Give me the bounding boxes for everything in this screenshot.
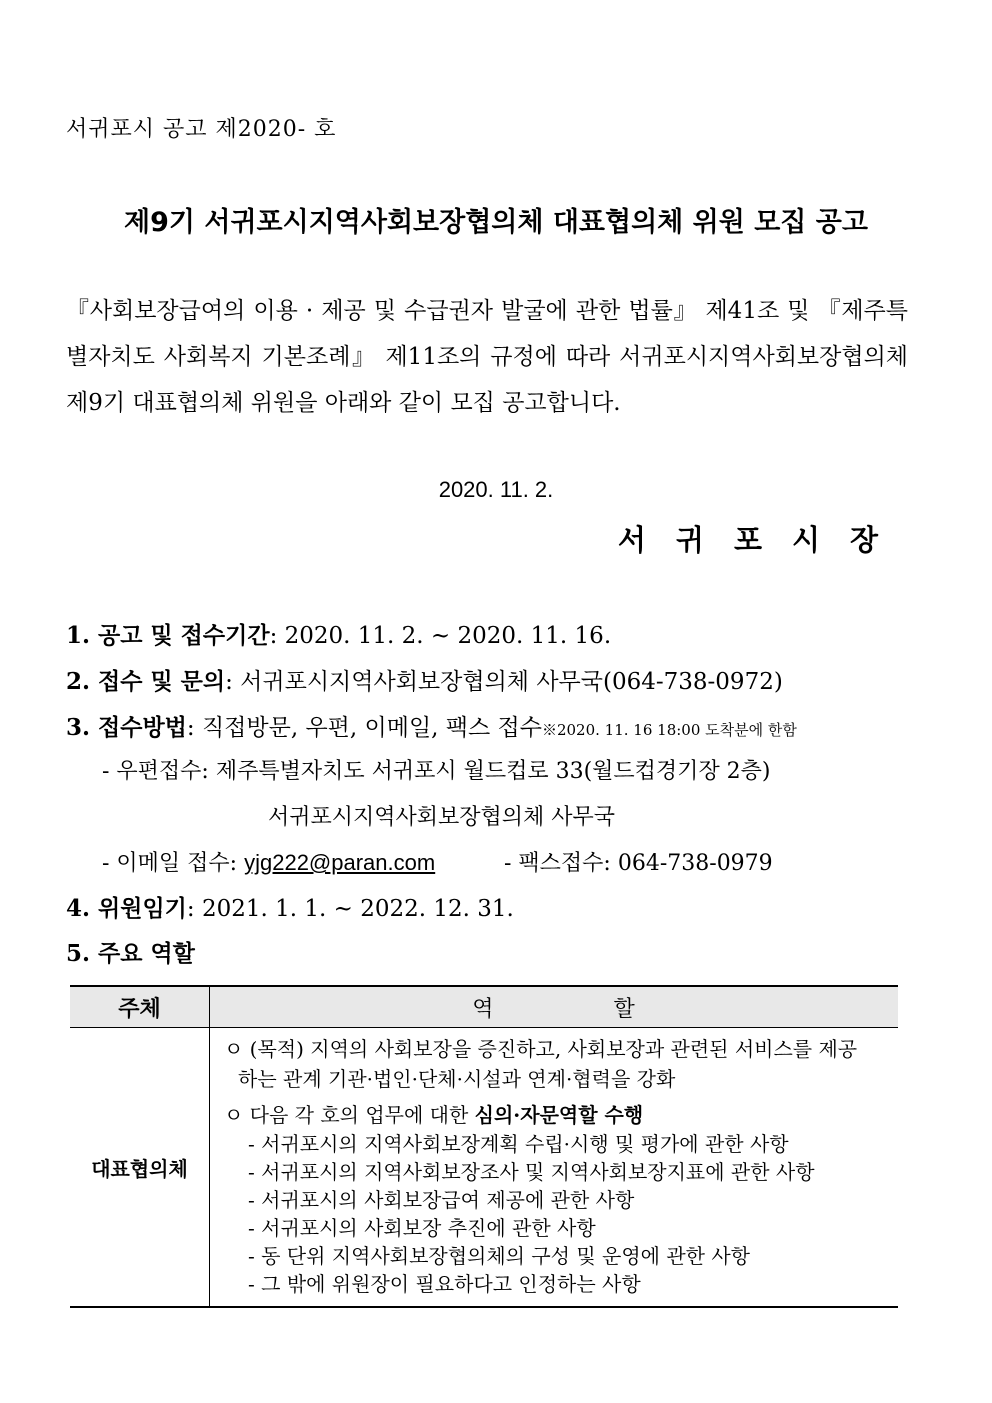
list-item: - 서귀포시의 지역사회보장계획 수립·시행 및 평가에 관한 사항 — [248, 1130, 888, 1158]
mail-office: 서귀포시지역사회보장협의체 사무국 — [268, 805, 616, 830]
email-link[interactable]: yjg222@paran.com — [244, 850, 436, 875]
header-role: 역할 — [210, 986, 899, 1028]
list-item: - 서귀포시의 사회보장 추진에 관한 사항 — [248, 1214, 888, 1242]
intro-paragraph: 『사회보장급여의 이용 · 제공 및 수급권자 발굴에 관한 법률』 제41조 및 『제주특별자치도 사회복지 기본조례』 제11조의 규정에 따라 서귀포시지역사회보장협의체 제9기 대표협의체 위원을 아래와 같이 모집 공고합니다. — [66, 298, 908, 416]
item-roles-label: 5. 주요 역할 — [66, 940, 195, 967]
header-subject: 주체 — [70, 986, 210, 1028]
item-method-value: : 직접방문, 우편, 이메일, 팩스 접수 — [186, 715, 542, 741]
email-label: - 이메일 접수: — [102, 851, 245, 876]
list-item: - 그 밖에 위원장이 필요하다고 인정하는 사항 — [248, 1270, 888, 1298]
item-term-label: 4. 위원임기 — [66, 895, 187, 922]
list-item: - 서귀포시의 지역사회보장조사 및 지역사회보장지표에 관한 사항 — [248, 1158, 888, 1186]
issuer-name: 서귀포시장 — [617, 523, 908, 557]
item-contact-value: : 서귀포시지역사회보장협의체 사무국(064-738-0972) — [225, 669, 783, 695]
notice-date: 2020. 11. 2. — [438, 477, 554, 502]
list-item: - 서귀포시의 사회보장급여 제공에 관한 사항 — [248, 1186, 888, 1214]
purpose-line-2: 하는 관계 기관·법인·단체·시설과 연계·협력을 강화 — [238, 1067, 676, 1091]
duty-bold: 심의·자문역할 수행 — [474, 1103, 644, 1127]
fax-line: - 팩스접수: 064-738-0979 — [504, 851, 773, 876]
purpose-bullet — [224, 1034, 888, 1094]
page-title: 제9기 서귀포시지역사회보장협의체 대표협의체 위원 모집 공고 — [124, 207, 868, 238]
duty-prefix: ㅇ 다음 각 호의 업무에 대한 — [224, 1103, 475, 1127]
item-method-label: 3. 접수방법 — [66, 714, 187, 741]
email-line — [102, 846, 435, 877]
roles-table — [70, 985, 898, 1308]
item-period — [66, 617, 611, 650]
duty-list — [224, 1130, 888, 1298]
notice-number: 서귀포시 공고 제2020- 호 — [66, 117, 337, 142]
table-header-row — [70, 986, 898, 1028]
mail-address: - 우편접수: 제주특별자치도 서귀포시 월드컵로 33(월드컵경기장 2층) — [102, 759, 771, 784]
item-roles — [66, 935, 195, 968]
item-period-label: 1. 공고 및 접수기간 — [66, 622, 270, 649]
item-method — [66, 709, 797, 742]
item-term — [66, 890, 514, 923]
list-item: - 동 단위 지역사회보장협의체의 구성 및 운영에 관한 사항 — [248, 1242, 888, 1270]
item-term-value: : 2021. 1. 1. ~ 2022. 12. 31. — [186, 896, 514, 922]
duty-bullet — [224, 1100, 888, 1130]
role-cell — [210, 1028, 899, 1308]
deadline-note: ※2020. 11. 16 18:00 도착분에 한함 — [541, 721, 797, 739]
purpose-line-1: ㅇ (목적) 지역의 사회보장을 증진하고, 사회보장과 관련된 서비스를 제공 — [224, 1037, 858, 1061]
table-row — [70, 1028, 898, 1308]
subject-cell: 대표협의체 — [70, 1028, 210, 1308]
item-period-value: : 2020. 11. 2. ~ 2020. 11. 16. — [269, 623, 612, 649]
item-contact-label: 2. 접수 및 문의 — [66, 668, 226, 695]
item-contact — [66, 663, 783, 696]
